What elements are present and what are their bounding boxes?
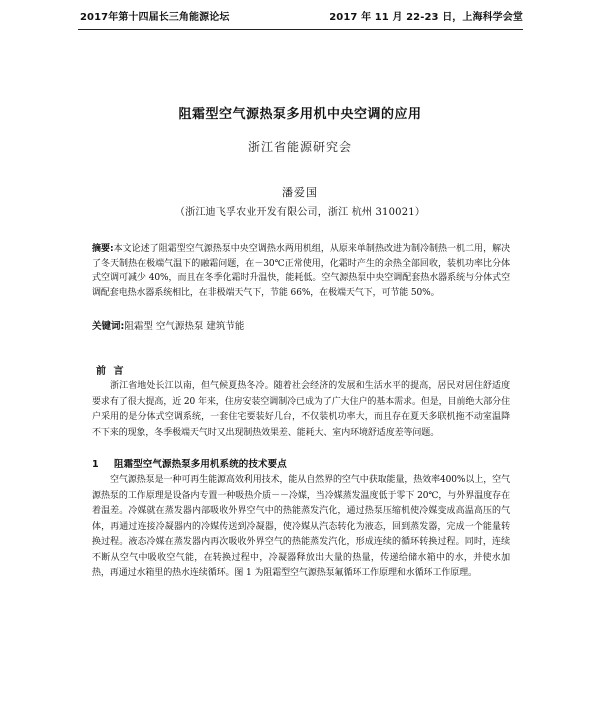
organization: 浙江省能源研究会: [247, 140, 352, 154]
section-1-heading: [92, 456, 287, 470]
keywords-text: 阻霜型 空气源热泵 建筑节能: [124, 321, 245, 332]
running-header: [78, 11, 523, 30]
keywords-label: 关键词:: [92, 321, 125, 332]
abstract-text: 本文论述了阻霜型空气源热泵中央空调热水两用机组，从原来单制热改进为制冷制热一机二用，解决了冬天制热在极端气温下的融霜问题，在－30℃正常使用，化霜时产生的余热全部回收，装机功率比分体式空调可减少 40%，而且在冬季化霜时升温快，能耗低。空气源热泵中央空调配套热水器系统与分体式空调配套电热水器系统相比，在非极端天气下，节能 66%，在极端天气下，可节能 50%。: [92, 244, 510, 298]
author: 潘爱国: [282, 186, 318, 199]
section-1-title: 阻霜型空气源热泵多用机系统的技术要点: [114, 459, 287, 470]
section-1-paragraph: 空气源热泵是一种可再生能源高效利用技术，能从自然界的空气中获取能量，热效率400%以上，空气源热泵的工作原理是设备内专置一种吸热介质－－冷媒，当冷媒蒸发温度低于零下 20℃，与外界温度存在着温差。冷媒就在蒸发器内部吸收外界空气中的热能蒸发汽化，通过热泵压缩机使冷媒变成高温高压的气体，再通过连接冷凝器内的冷媒传送到冷凝器，使冷媒从汽态转化为液态，回到蒸发器，完成一个能量转换过程。液态冷媒在蒸发器内再次吸收外界空气的热能蒸发汽化，形成连续的循环转换过程。同时，连续不断从空气中吸收空气能，在转换过程中，冷凝器释放出大量的热量，传递给储水箱中的水，并使水加热，再通过水箱里的热水连续循环。图 1 为阻霜型空气源热泵氟循环工作原理和水循环工作原理。: [92, 475, 510, 578]
paper-title: 阻霜型空气源热泵多用机中央空调的应用: [178, 107, 422, 122]
keywords: [92, 320, 510, 334]
abstract-label: 摘要:: [92, 244, 114, 254]
affiliation: （浙江迪飞孚农业开发有限公司，浙江 杭州 310021）: [174, 207, 426, 218]
header-date-venue: 2017 年 11 月 22-23 日，上海科学会堂: [329, 12, 523, 23]
preface-heading: 前 言: [96, 366, 126, 377]
header-conference: 2017年第十四届长三角能源论坛: [80, 12, 230, 23]
abstract: [92, 242, 510, 300]
section-1-number: 1: [92, 459, 99, 470]
preface-paragraph: 浙江省地处长江以南，但气候夏热冬冷。随着社会经济的发展和生活水平的提高，居民对居住舒适度要求有了很大提高，近 20 年来，住房安装空调制冷已成为了广大住户的基本需求。但是，目前绝大部分住户采用的是分体式空调系统，一套住宅要装好几台，不仅装机功率大，而且存在夏天多联机拖不动室温降不下来的现象，冬季极端天气时又出现制热效果差、能耗大、室内环境舒适度差等问题。: [92, 381, 510, 438]
